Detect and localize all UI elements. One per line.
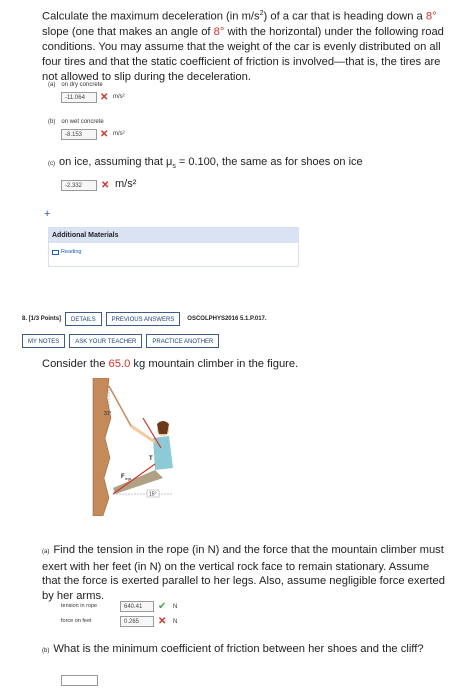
force-subscript: legs (125, 477, 132, 481)
tension-unit: N (173, 604, 178, 610)
ask-teacher-button[interactable]: ASK YOUR TEACHER (69, 334, 142, 348)
answer-input-c[interactable]: -2.332 (61, 180, 97, 191)
force-label: F (121, 474, 125, 480)
tension-input[interactable]: 640.41 (120, 601, 154, 612)
incorrect-icon: ✕ (100, 92, 109, 103)
correct-icon: ✔ (158, 601, 167, 612)
rock-face (93, 378, 111, 516)
question8-part-a: (a) Find the tension in the rope (in N) and the force that the mountain climber must exert with her feet (in N) on the vertical rock face to remain stationary. Assume that the force is exerted parallel to her legs. Also, assume negligible force exerted by her arms. (42, 544, 445, 602)
unit-a: m/s² (113, 94, 125, 100)
my-notes-button[interactable]: MY NOTES (22, 334, 65, 348)
answer-input-b[interactable]: -8.153 (61, 129, 97, 140)
part-c-label: (c) on ice, assuming that $\mu_s = 0.100$, the same as for shoes on ice (48, 156, 363, 171)
reading-label: Reading (61, 249, 82, 255)
problem-statement: Calculate the maximum deceleration (in $m/s^2$) of a car that is heading down a 8° slope (one that makes an angle of 8° with the horizontal) under the following road conditions. You may assume that the weight of the car is evenly distributed on all four tires and that the static coefficient of friction is involved—that is, the tires are not allowed to slip during the deceleration. (42, 10, 444, 83)
question-number: 8. [1/3 Points] (22, 316, 62, 322)
climber-torso (153, 436, 173, 470)
angle-top-label: 31° (104, 411, 112, 417)
question8-part-b: (b) What is the minimum coefficient of friction between her shoes and the cliff? (42, 643, 424, 655)
question-header (22, 311, 267, 327)
reading-link[interactable] (49, 243, 298, 255)
tension-label: T (149, 456, 153, 462)
unit-c: m/s² (115, 178, 137, 190)
rope (109, 386, 131, 426)
force-unit: N (173, 619, 178, 625)
part-b-label: (b) on wet concrete (48, 119, 104, 125)
incorrect-icon: ✕ (158, 616, 167, 627)
angle-value: 8° (213, 25, 225, 38)
slope-value: 8° (425, 10, 437, 23)
part-a-label: (a) on dry concrete (48, 82, 103, 88)
friction-input[interactable] (61, 675, 98, 686)
expand-icon[interactable]: + (44, 208, 51, 220)
climber-figure (83, 378, 189, 516)
climber-arm (131, 426, 155, 442)
previous-answers-button[interactable]: PREVIOUS ANSWERS (106, 312, 181, 326)
force-input[interactable]: 0.265 (120, 616, 154, 627)
question-prompt: Consider the 65.0 kg mountain climber in the figure. (42, 358, 299, 370)
tension-row-label: tension in rope (61, 603, 98, 609)
details-button[interactable]: DETAILS (65, 312, 102, 326)
mass-value: 65.0 (108, 358, 131, 370)
answer-input-a[interactable]: -11.064 (61, 92, 97, 103)
question-id: OSCOLPHYS2016 5.1.P.017. (187, 316, 267, 322)
book-icon (52, 250, 59, 255)
climber-hair (157, 421, 169, 434)
question-actions (22, 334, 219, 348)
incorrect-icon: ✕ (100, 129, 109, 140)
incorrect-icon: ✕ (101, 180, 110, 191)
additional-materials-panel (48, 227, 299, 267)
force-row-label: force on feet (61, 618, 92, 624)
additional-materials-heading: Additional Materials (49, 228, 298, 243)
practice-another-button[interactable]: PRACTICE ANOTHER (146, 334, 219, 348)
angle-bottom-label: 15° (149, 491, 157, 498)
unit-b: m/s² (113, 131, 125, 137)
